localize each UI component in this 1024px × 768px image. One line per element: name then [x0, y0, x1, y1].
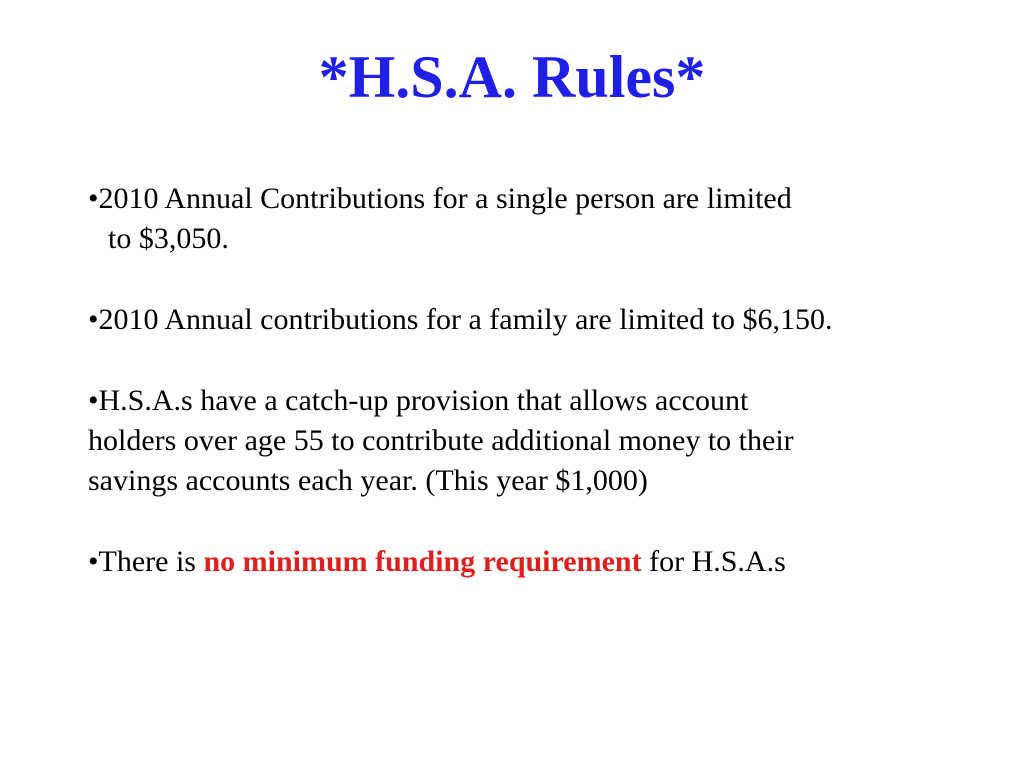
highlighted-phrase: no minimum funding requirement: [203, 545, 642, 578]
bullet-text-continuation: savings accounts each year. (This year $1,000): [88, 464, 648, 497]
bullet-family-limit: [88, 300, 988, 340]
bullet-text: [88, 542, 988, 582]
slide-title: *H.S.A. Rules*: [318, 44, 706, 110]
bullet-text: •2010 Annual Contributions for a single person are limited: [88, 182, 792, 215]
bullet-suffix: for H.S.A.s: [641, 545, 786, 578]
bullet-prefix: •There is: [88, 545, 204, 578]
bullet-text-continuation: to $3,050.: [108, 222, 229, 255]
bullet-text: •2010 Annual contributions for a family are limited to $6,150.: [88, 303, 833, 336]
bullet-catch-up: [88, 381, 988, 501]
bullet-minimum-funding: [88, 542, 988, 582]
bullet-single-limit: [88, 179, 988, 259]
bullet-text-continuation: holders over age 55 to contribute additional money to their: [88, 424, 794, 457]
bullet-list: [88, 179, 988, 623]
bullet-text: •H.S.A.s have a catch-up provision that allows account: [88, 384, 749, 417]
